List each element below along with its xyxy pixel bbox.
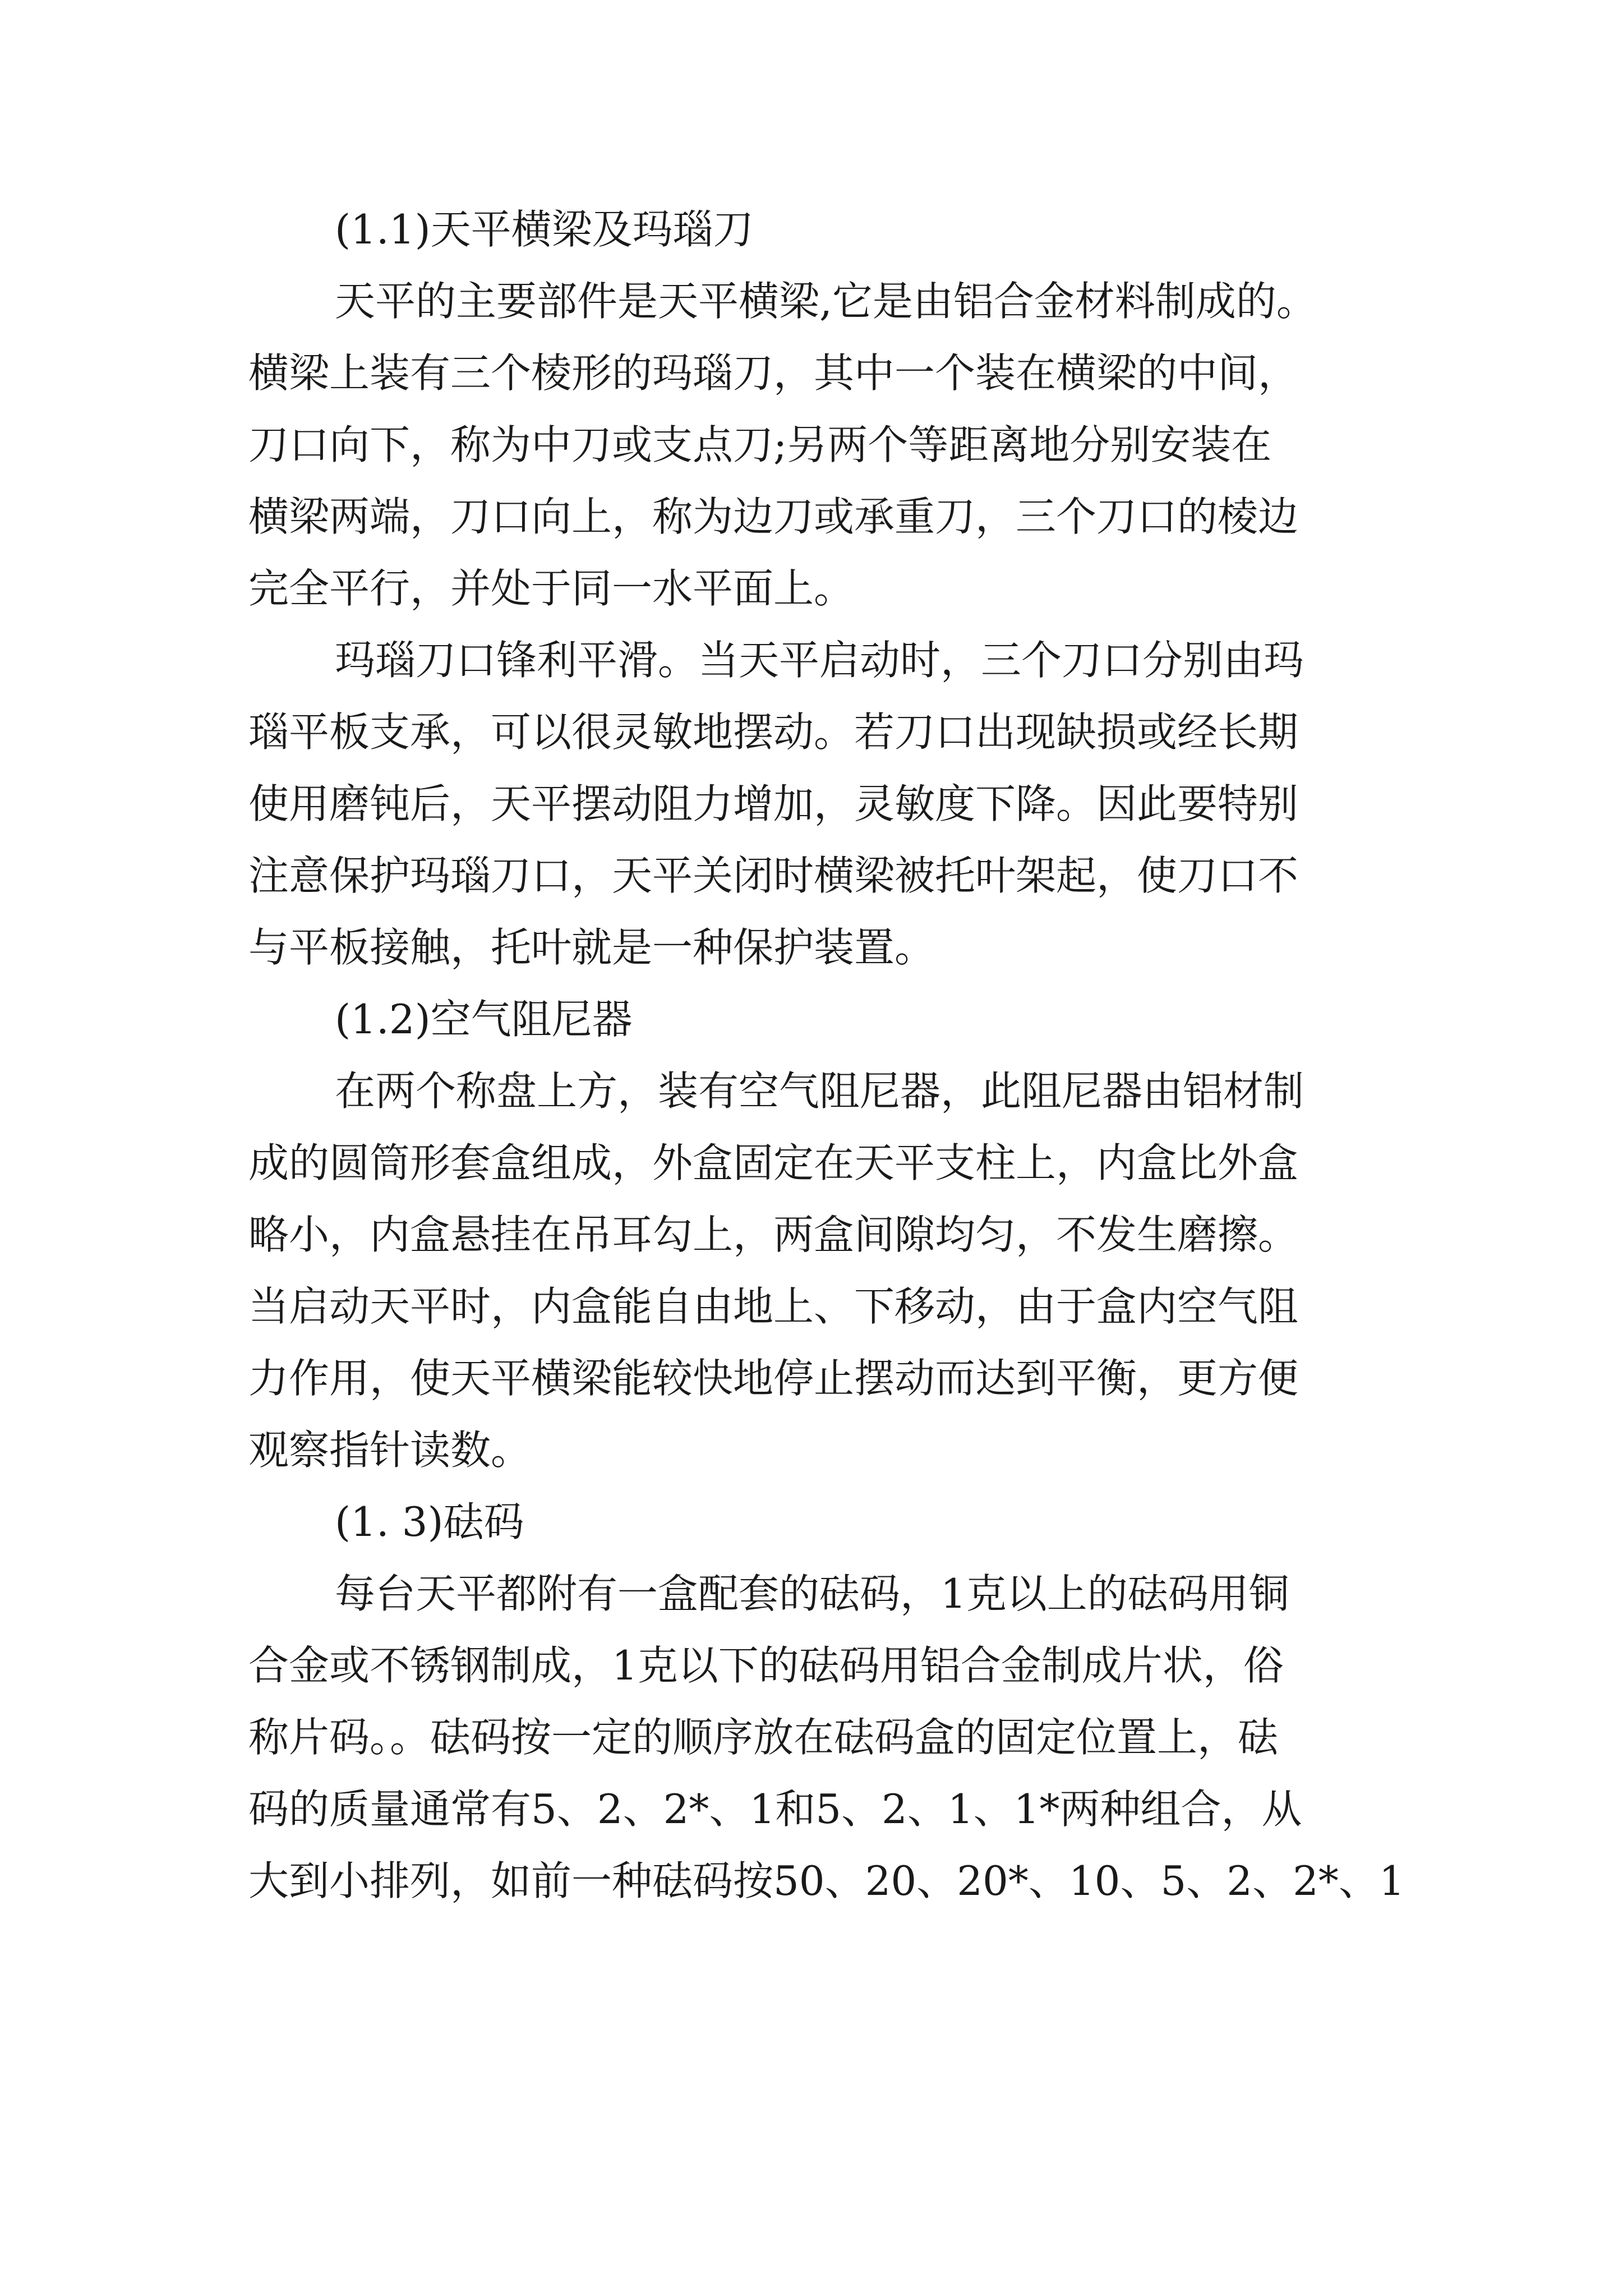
section-heading-1-3: (1. 3)砝码 bbox=[335, 1498, 524, 1545]
paragraph-line: 大到小排列，如前一种砝码按50、20、20*、10、5、2、2*、1 bbox=[248, 1857, 1405, 1904]
paragraph-line: 横梁上装有三个棱形的玛瑙刀，其中一个装在横梁的中间， bbox=[248, 349, 1299, 397]
paragraph-line: 观察指针读数。 bbox=[248, 1427, 532, 1474]
paragraph-line: 完全平行，并处于同一水平面上。 bbox=[248, 565, 855, 612]
paragraph-line: 每台天平都附有一盒配套的砝码，1克以上的砝码用铜 bbox=[335, 1570, 1289, 1617]
paragraph-line: 称片码。。砝码按一定的顺序放在砝码盒的固定位置上，砝 bbox=[248, 1714, 1279, 1761]
paragraph-line: 刀口向下，称为中刀或支点刀;另两个等距离地分别安装在 bbox=[248, 421, 1272, 468]
paragraph-line: 码的质量通常有5、2、2*、1和5、2、1、1*两种组合，从 bbox=[248, 1786, 1302, 1833]
paragraph-line: 合金或不锈钢制成，1克以下的砝码用铝合金制成片状，俗 bbox=[248, 1642, 1284, 1689]
paragraph-line: 与平板接触，托叶就是一种保护装置。 bbox=[248, 924, 935, 971]
paragraph-line: 注意保护玛瑙刀口，天平关闭时横梁被托叶架起，使刀口不 bbox=[248, 852, 1299, 899]
paragraph-line: 横梁两端，刀口向上，称为边刀或承重刀，三个刀口的棱边 bbox=[248, 493, 1299, 540]
paragraph-line: 玛瑙刀口锋利平滑。当天平启动时，三个刀口分别由玛 bbox=[335, 637, 1304, 684]
paragraph-line: 瑙平板支承，可以很灵敏地摆动。若刀口出现缺损或经长期 bbox=[248, 708, 1299, 756]
paragraph-line: 使用磨钝后，天平摆动阻力增加，灵敏度下降。因此要特别 bbox=[248, 780, 1299, 827]
section-heading-1-1: (1.1)天平横梁及玛瑙刀 bbox=[335, 206, 754, 253]
paragraph-line: 当启动天平时，内盒能自由地上、下移动，由于盒内空气阻 bbox=[248, 1283, 1299, 1330]
paragraph-line: 在两个称盘上方，装有空气阻尼器，此阻尼器由铝材制 bbox=[335, 1068, 1304, 1115]
paragraph-line: 力作用，使天平横梁能较快地停止摆动而达到平衡，更方便 bbox=[248, 1355, 1299, 1402]
document-body bbox=[248, 202, 1449, 1908]
paragraph-line: 成的圆筒形套盒组成，外盒固定在天平支柱上，内盒比外盒 bbox=[248, 1139, 1299, 1186]
paragraph-line: 略小，内盒悬挂在吊耳勾上，两盒间隙均匀，不发生磨擦。 bbox=[248, 1211, 1299, 1258]
paragraph-line: 天平的主要部件是天平横梁,它是由铝合金材料制成的。 bbox=[335, 278, 1317, 325]
section-heading-1-2: (1.2)空气阻尼器 bbox=[335, 996, 633, 1043]
